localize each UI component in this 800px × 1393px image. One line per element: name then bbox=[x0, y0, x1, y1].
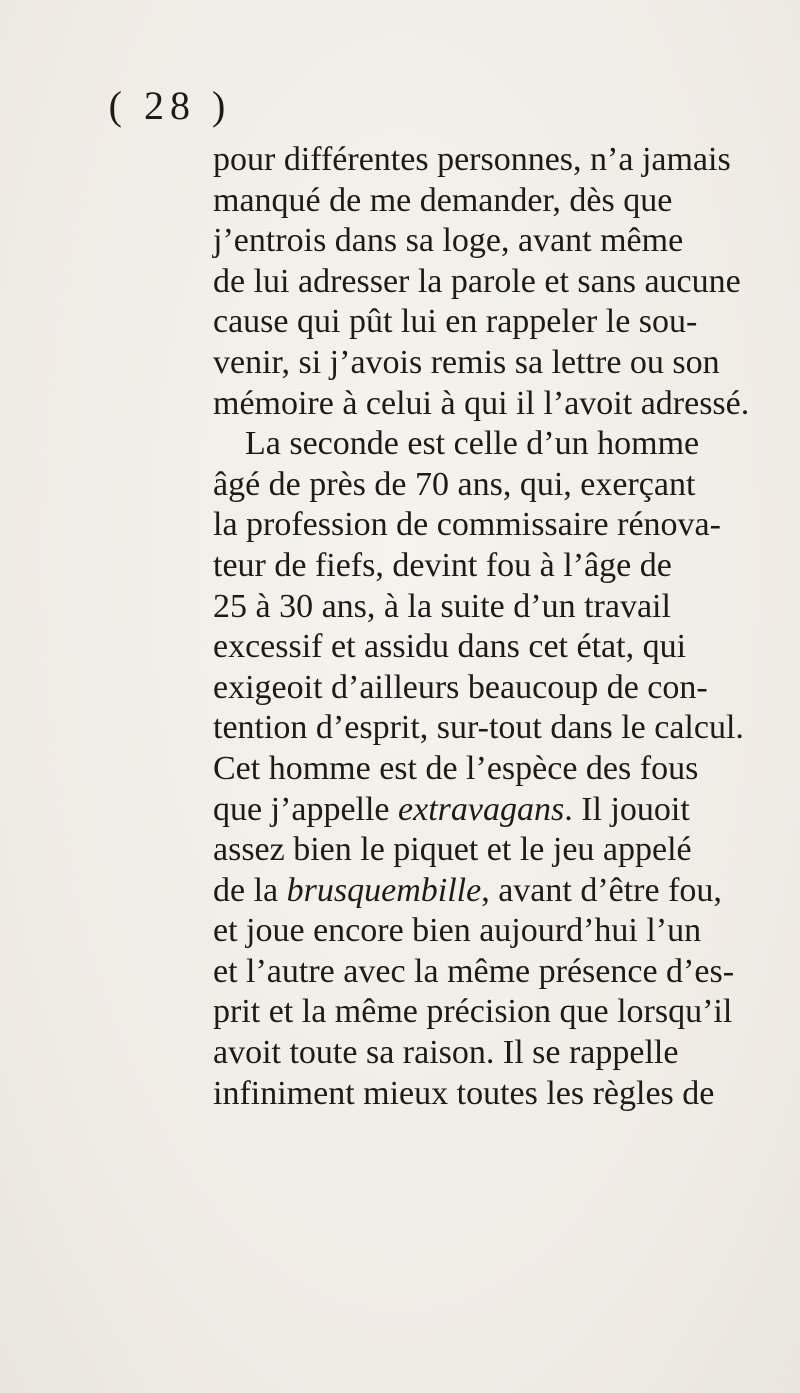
body-text bbox=[213, 140, 750, 1114]
text-line-24: infiniment mieux toutes les règles de bbox=[213, 1074, 715, 1112]
text-line-1: pour différentes personnes, n’a jamais bbox=[213, 141, 731, 178]
text-line-13: excessif et assidu dans cet état, qui bbox=[213, 628, 687, 666]
page-number: ( 28 ) bbox=[108, 83, 232, 128]
text-line-23: avoit toute sa raison. Il se rappelle bbox=[213, 1034, 679, 1072]
text-line-18: assez bien le piquet et le jeu appelé bbox=[213, 831, 692, 869]
text-line-3: j’entrois dans sa loge, avant même bbox=[213, 222, 684, 260]
text-line-9: âgé de près de 70 ans, qui, exerçant bbox=[213, 465, 696, 503]
text-line-19-start: de la bbox=[213, 871, 287, 909]
text-line-2: manqué de me demander, dès que bbox=[213, 181, 673, 219]
text-line-17 bbox=[213, 790, 690, 831]
text-line-6: venir, si j’avois remis sa lettre ou son bbox=[213, 343, 720, 381]
text-line-19 bbox=[213, 871, 722, 912]
text-line-16: Cet homme est de l’espèce des fous bbox=[213, 749, 699, 787]
text-line-4: de lui adresser la parole et sans aucune bbox=[213, 262, 741, 300]
text-line-19-end: , avant d’être fou, bbox=[481, 871, 722, 909]
text-line-12: 25 à 30 ans, à la suite d’un travail bbox=[213, 587, 671, 625]
text-line-22: prit et la même précision que lorsqu’il bbox=[213, 993, 733, 1031]
text-line-21: et l’autre avec la même présence d’es- bbox=[213, 952, 735, 990]
italic-term-extravagans: extravagans bbox=[398, 790, 565, 828]
italic-term-brusquembille: brusquembille bbox=[286, 871, 482, 909]
text-line-17-start: que j’appelle bbox=[213, 790, 399, 828]
text-line-20: et joue encore bien aujourd’hui l’un bbox=[213, 912, 702, 950]
text-line-10: la profession de commissaire rénova- bbox=[213, 506, 721, 544]
text-line-14: exigeoit d’ailleurs beaucoup de con- bbox=[213, 668, 708, 706]
text-line-8: La seconde est celle d’un homme bbox=[245, 425, 700, 463]
text-line-15: tention d’esprit, sur-tout dans le calcul. bbox=[213, 709, 744, 747]
text-line-11: teur de fiefs, devint fou à l’âge de bbox=[213, 546, 672, 584]
text-line-5: cause qui pût lui en rappeler le sou- bbox=[213, 303, 698, 341]
text-line-17-end: . Il jouoit bbox=[564, 790, 690, 828]
text-line-7: mémoire à celui à qui il l’avoit adressé. bbox=[213, 384, 750, 422]
